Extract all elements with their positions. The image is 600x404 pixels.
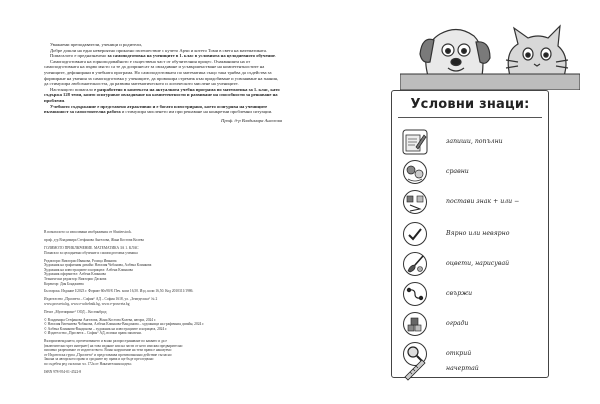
- connect-icon: [402, 281, 428, 307]
- intro-paragraph-2: Помагалото е предназначено за самоподготовка на учениците в 1. клас в условията на целодневното обучение.: [50, 53, 277, 59]
- dog-and-cat-mascots-icon: [400, 6, 580, 90]
- legend-item-label: оцвети, нарисувай: [446, 260, 510, 267]
- legend-item-label: открий: [446, 350, 472, 357]
- credit-line: Технически редактор: Викторио Даскова: [44, 276, 107, 281]
- legend-item-label: постави знак + или −: [446, 198, 520, 205]
- compare-signs-icon: [402, 189, 428, 215]
- credit-line: Редактори: Викторио Иванова, Росица Иванова: [44, 258, 117, 263]
- legal-notice: [44, 339, 282, 367]
- legend-item-label: Вярно или невярно: [446, 230, 510, 237]
- signature: Проф. д-р Владимира Ангелова: [221, 117, 282, 123]
- legend-item: [402, 189, 542, 215]
- publisher-websites: www.prosveta.bg, www.e-uchebnik.bg, www.e-prosveta.bg: [44, 301, 130, 306]
- imprint: [44, 230, 282, 378]
- intro-paragraph-3: Самоподготовката на горноподовайното е съществена част от обучителния процес. Очакванията на от самоподготовката на първо място са те да допринесат за овладяване и усъвършенстване на компетентностите на учениците, дефинирани в учебната програма. Но самоподготовката по математика също така трябва да съдейства за формиране на умения за самоподготовка у учениците, да провокира стремеж към придобиване и усвоняване на знания, да стимулира любознателността, да развива математическото и логическото мислене на учениците.: [44, 58, 279, 87]
- legend-title: Условни знаци:: [410, 97, 530, 112]
- legend-item-label: огради: [446, 320, 469, 327]
- authors-line: проф. д-р Владимира Стефанова Ангелова, Жана Костова Колева: [44, 238, 144, 243]
- legend-item: [402, 221, 542, 247]
- true-false-icon: [402, 221, 428, 247]
- isbn: ISBN 978-954-01-4522-8: [44, 369, 82, 374]
- paint-brush-icon: [402, 251, 428, 277]
- credit-line: Художник на илюстрациите и корицата: Албена Клинкова: [44, 267, 133, 272]
- legend-item: [402, 251, 542, 277]
- legend-item-label: свържи: [446, 290, 473, 297]
- credit-line: Художник на графичния дизайн: Наталия Чобанова, Албена Клинкова: [44, 263, 152, 268]
- legend-item: [402, 159, 542, 185]
- legend-item: [402, 281, 542, 307]
- ruler-icon: [402, 357, 428, 383]
- copyright-line: © Издателство „Просвета – София“ АД, всички права запазени.: [44, 331, 142, 336]
- legend-divider: [398, 117, 542, 118]
- printer-line: Печат „Мултипринт“ ООД – Костинброд: [44, 309, 107, 314]
- print-specs: Българска. Издание I/2023 г. Формат 60х90/8. Печ. коли 16,50. Изд. коли 16,50. Код 2010311/1986.: [44, 289, 194, 294]
- credits-list: [44, 259, 282, 287]
- legal-line: по съдебен ред съгласно чл. 172а от Наказателния кодекс.: [44, 362, 133, 367]
- credit-line: Художник оформител: Албена Клинкова: [44, 272, 106, 277]
- right-page: [300, 0, 600, 404]
- legal-line: (включително чрез интернет) на това издание или на части от него изисква предварително: [44, 343, 183, 348]
- copyright-line: © Владимира Стефанова Ангелова, Жана Костова Колева, автори, 2024 г.: [44, 317, 156, 322]
- legend-item: [402, 357, 542, 383]
- intro-paragraph-5: Учебното съдържание е представено атрактивно и е богато илюстрирано, което осигурява на учениците възможност за самостоятелна работа и стимулира мисленето им при решаване на конкретни проблемни ситуации.: [44, 103, 273, 115]
- greeting: Уважаеми преподаватели, ученици и родители,: [50, 42, 142, 47]
- introduction-text: [44, 42, 282, 123]
- legend-item-label: сравни: [446, 168, 469, 175]
- intro-paragraph-1: Добре дошли на едно невероятно приказно пътешествие с кучето Арчи и котето Томи в света на математиката.: [50, 47, 268, 53]
- legend-item-label: запиши, попълни: [446, 138, 503, 145]
- compare-icon: [402, 159, 428, 185]
- legend-item-label: начертай: [446, 365, 479, 372]
- copyright-line: © Албена Клинкова-Вандонова – художник на илюстрациите и корицата, 2024 г.: [44, 326, 168, 331]
- image-credits-note: В помагалото са използвани изображения от Shutterstock.: [44, 230, 132, 234]
- legend-box: [391, 90, 549, 378]
- copyright-list: [44, 318, 282, 336]
- publisher-address: Издателство „Просвета – София“ АД – София 1618, ул. „Земеделска“ № 2: [44, 297, 158, 302]
- book-subtitle: Помагало за целодневно обучение и самоподготовка ученикa: [44, 250, 138, 255]
- pencil-writing-icon: [402, 129, 428, 155]
- legal-line: писмено разрешение от издателството. Всяко нарушение на тези права е наказуемо: [44, 348, 172, 353]
- credit-line: Коректор: Дия Бояджиева: [44, 281, 84, 286]
- book-title: ГОЛЯМОТО ПРИКЛЮЧЕНИЕ. МАТЕМАТИКА ЗА 1. КЛАС: [44, 246, 139, 251]
- stack-blocks-icon: [402, 311, 428, 337]
- legal-line: Възпроизвеждането, препечатването и всяко разпространяване по каквато и да е: [44, 339, 167, 344]
- legal-line: Закона за авторското право и сродните му права и ще бъде преследвано: [44, 357, 154, 362]
- legend-item: [402, 311, 542, 337]
- legal-line: от Издателска група „Просвета“ и представлява противозаконно действие съгласно: [44, 352, 172, 357]
- intro-paragraph-4: Настоящото помагало е разработено в контекста на актуалната учебна програма по математика за 1. клас, като съдържа 128 теми, които осигуряват овладяване на компетентности и развиване на способности за решаване на проблеми.: [44, 86, 280, 103]
- legend-item: [402, 129, 542, 155]
- copyright-line: © Наталия Евгениева Чобанова, Албена Клинкова-Вандонова – художници на графичния дизайн, 2024 г.: [44, 322, 205, 327]
